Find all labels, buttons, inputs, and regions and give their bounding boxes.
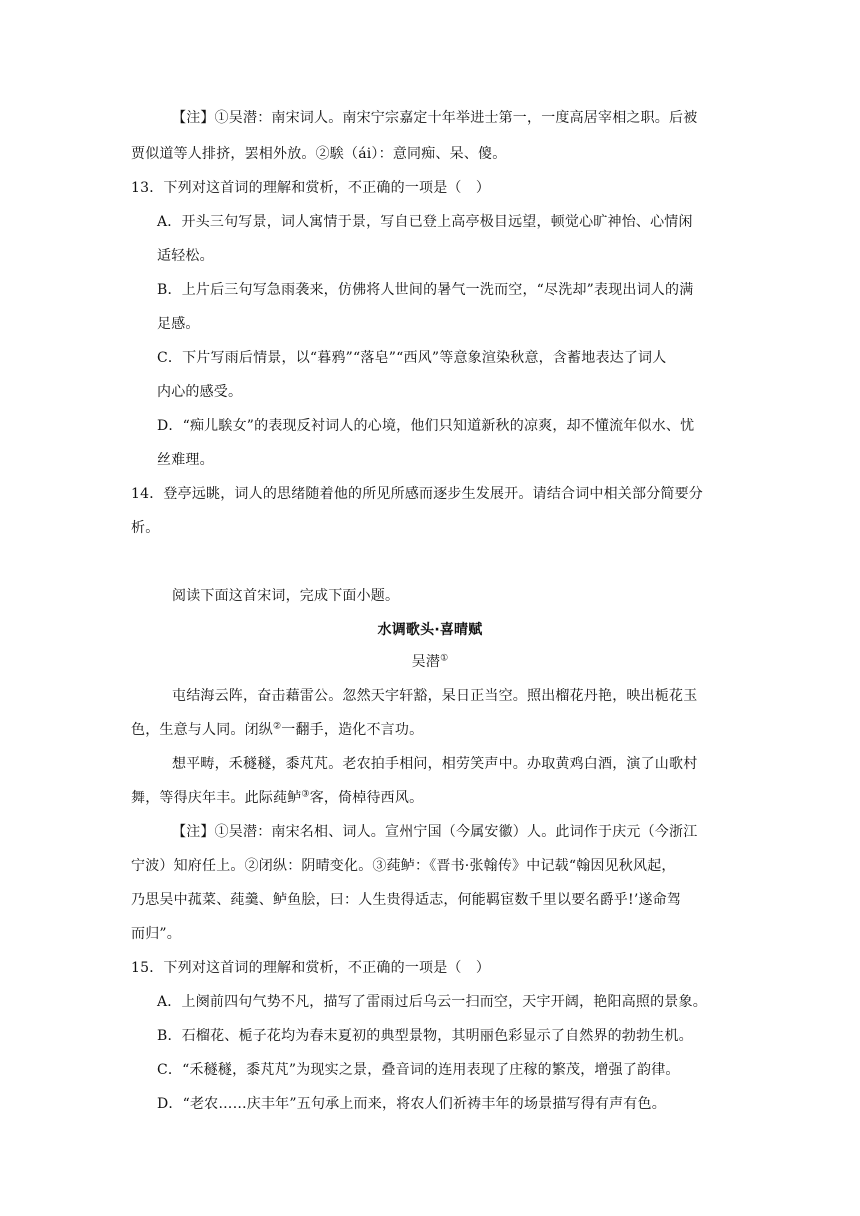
poem-p1-line1: 屯结海云阵，奋击藉雷公。忽然天宇轩豁，杲日正当空。照出榴花丹艳，映出栀花玉 bbox=[172, 688, 698, 704]
passage1-note-line2: 贾似道等人排挤，罢相外放。②騃（ái）：意同痴、呆、傻。 bbox=[131, 146, 507, 162]
passage2-note-line4: 而归”。 bbox=[131, 926, 181, 942]
q13-stem: 13．下列对这首词的理解和赏析，不正确的一项是（ ） bbox=[131, 180, 491, 196]
passage2-intro: 阅读下面这首宋词，完成下面小题。 bbox=[172, 588, 400, 604]
q13-option-b-line2: 足感。 bbox=[157, 316, 200, 332]
poem-p2-line2-a: 舞，等得庆年丰。此际莼鲈 bbox=[131, 790, 302, 806]
poem-p1-line2-a: 色，生意与人同。闭纵 bbox=[131, 722, 273, 738]
q13-option-d-line2: 丝难理。 bbox=[157, 452, 214, 468]
q13-option-c-line1: C．下片写雨后情景，以“暮鸦”“落皂”“西风”等意象渲染秋意，含蓄地表达了词人 bbox=[157, 350, 667, 366]
q14-line2: 析。 bbox=[131, 520, 160, 536]
poem-p2-line2 bbox=[131, 788, 423, 808]
q15-option-d: D．“老农……庆丰年”五句承上而来，将农人们祈祷丰年的场景描写得有声有色。 bbox=[157, 1096, 666, 1112]
passage2-note-line1: 【注】①吴潜：南宋名相、词人。宣州宁国（今属安徽）人。此词作于庆元（今浙江 bbox=[172, 824, 698, 840]
q15-option-c: C．“禾穟穟，黍芃芃”为现实之景，叠音词的连用表现了庄稼的繁茂，增强了韵律。 bbox=[157, 1062, 680, 1078]
poem-p2-line1: 想平畴，禾穟穟，黍芃芃。老农拍手相问，相劳笑声中。办取黄鸡白酒，演了山歌村 bbox=[172, 756, 698, 772]
q15-option-b: B．石榴花、栀子花均为春末夏初的典型景物，其明丽色彩显示了自然界的勃勃生机。 bbox=[157, 1028, 693, 1044]
poem-footnote-mark-2: ② bbox=[273, 721, 282, 732]
poem-p2-line2-b: 客，倚棹待西风。 bbox=[309, 790, 424, 806]
q13-option-c-line2: 内心的感受。 bbox=[157, 384, 243, 400]
poem-author-name: 吴潜 bbox=[411, 654, 441, 670]
q14-line1: 14．登亭远眺，词人的思绪随着他的所见所感而逐步生发展开。请结合词中相关部分简要分 bbox=[131, 486, 704, 502]
poem-author bbox=[0, 652, 860, 672]
q13-option-b-line1: B．上片后三句写急雨袭来，仿佛将人世间的暑气一洗而空，“尽洗却”表现出词人的满 bbox=[157, 282, 694, 298]
q15-stem: 15．下列对这首词的理解和赏析，不正确的一项是（ ） bbox=[131, 960, 491, 976]
q13-option-a-line2: 适轻松。 bbox=[157, 248, 214, 264]
passage2-note-line3: 乃思吴中菰菜、莼羹、鲈鱼脍，曰：人生贵得适志，何能羁宦数千里以要名爵乎!’遂命驾 bbox=[131, 892, 682, 908]
poem-footnote-mark-3: ③ bbox=[301, 789, 310, 800]
poem-p1-line2-b: 一翻手，造化不言功。 bbox=[281, 722, 424, 738]
passage2-note-line2: 宁波）知府任上。②闭纵：阴晴变化。③莼鲈：《晋书·张翰传》中记载“翰因见秋风起， bbox=[131, 858, 676, 874]
poem-p1-line2 bbox=[131, 720, 423, 740]
poem-title: 水调歌头·喜晴赋 bbox=[377, 622, 483, 638]
q15-option-a: A．上阕前四句气势不凡，描写了雷雨过后乌云一扫而空，天宇开阔，艳阳高照的景象。 bbox=[157, 994, 707, 1010]
poem-author-footnote-mark: ① bbox=[440, 653, 449, 664]
q13-option-d-line1: D．“痴儿騃女”的表现反衬词人的心境，他们只知道新秋的凉爽，却不懂流年似水、忧 bbox=[157, 418, 695, 434]
q13-option-a-line1: A．开头三句写景，词人寓情于景，写自已登上高亭极目远望，顿觉心旷神怡、心情闲 bbox=[157, 214, 693, 230]
passage1-note-line1: 【注】①吴潜：南宋词人。南宋宁宗嘉定十年举进士第一，一度高居宰相之职。后被 bbox=[172, 110, 698, 126]
